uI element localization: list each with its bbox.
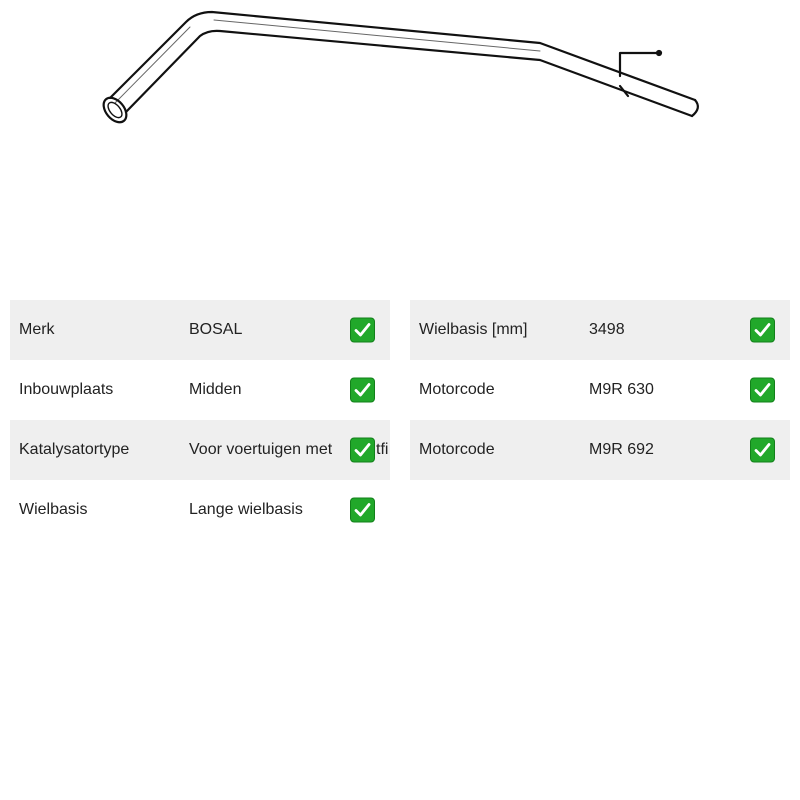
check-icon: [750, 378, 775, 403]
spec-row: [10, 420, 390, 480]
spec-label: Wielbasis [mm]: [419, 321, 528, 338]
spec-value: BOSAL: [189, 321, 243, 338]
spec-label: Wielbasis: [19, 501, 88, 518]
spec-value: 3498: [589, 321, 625, 338]
check-icon: [350, 498, 375, 523]
spec-row: [410, 300, 790, 360]
check-icon: [750, 318, 775, 343]
spec-value: M9R 692: [589, 441, 654, 458]
exhaust-pipe-image: [0, 0, 800, 140]
spec-value-text: Voor voertuigen met: [189, 441, 333, 458]
spec-table-right: [410, 300, 790, 480]
spec-label: Merk: [19, 321, 55, 338]
check-icon: [350, 378, 375, 403]
spec-row: [10, 360, 390, 420]
check-icon: [750, 438, 775, 463]
spec-label: Katalysatortype: [19, 441, 130, 458]
spec-row: [10, 480, 390, 540]
spec-label: Motorcode: [419, 381, 495, 398]
spec-label: Inbouwplaats: [19, 381, 114, 398]
spec-row: [410, 420, 790, 480]
spec-value-overflow: tfi: [376, 441, 389, 458]
spec-value: [189, 441, 332, 459]
spec-value: M9R 630: [589, 381, 654, 398]
spec-row: [10, 300, 390, 360]
spec-row: [410, 360, 790, 420]
check-icon: [350, 438, 375, 463]
spec-value: Midden: [189, 381, 242, 398]
spec-value: Lange wielbasis: [189, 501, 303, 518]
spec-label: Motorcode: [419, 441, 495, 458]
check-icon: [350, 318, 375, 343]
spec-table-left: [10, 300, 390, 540]
